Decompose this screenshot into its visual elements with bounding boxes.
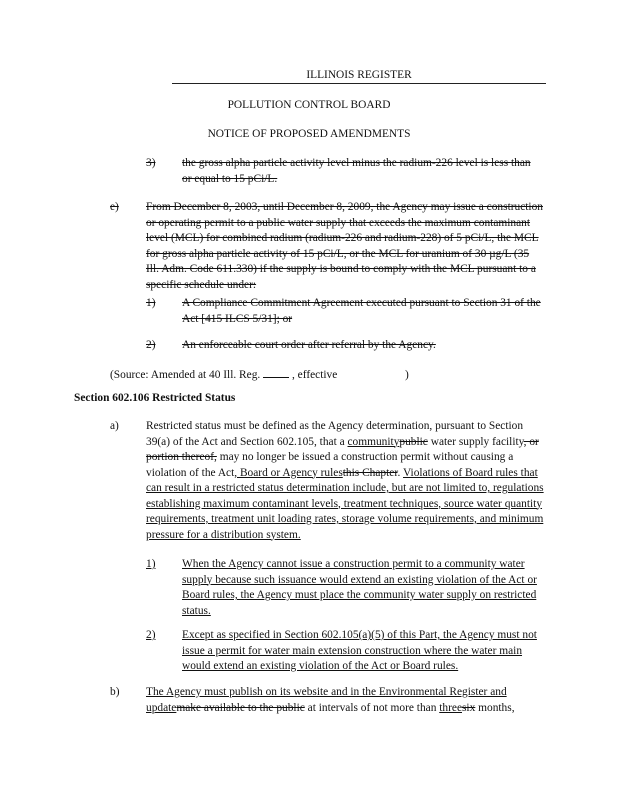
item-a-text-2: water supply facility	[427, 435, 524, 448]
item-a1-marker: 1)	[146, 558, 156, 570]
item-e-marker: e)	[110, 201, 119, 213]
item-a2-text: Except as specified in Section 602.105(a)(5) of this Part, the Agency must not issue a permit for water main extension construction where the water main would extend an existing violation of the Act or Board rules.	[182, 629, 537, 672]
source-effective: , effective	[291, 369, 338, 381]
item-b-text-1: at intervals of not more than	[304, 701, 440, 714]
item-3-text: the gross alpha particle activity level minus the radium-226 level is less than or equal to 15 pCi/L.	[182, 157, 531, 185]
item-3-marker: 3)	[146, 157, 156, 169]
item-a2-marker: 2)	[146, 629, 156, 641]
section-heading: Section 602.106 Restricted Status	[74, 392, 236, 404]
register-title: ILLINOIS REGISTER	[306, 69, 412, 81]
item-a1-text: When the Agency cannot issue a construction permit to a community water supply because such issuance would extend an existing violation of the Act or Board rules, the Agency must place the community water supply on restricted status.	[182, 558, 537, 617]
source-close: )	[405, 369, 409, 381]
item-e-2-text: An enforceable court order after referral by the Agency.	[182, 339, 436, 351]
item-a-delete-portion: , or portion thereof,	[146, 435, 539, 463]
item-b-insert-publish: The Agency must publish on its website and in the Environmental Register and update	[146, 686, 507, 714]
source-prefix: (Source: Amended at 40 Ill. Reg.	[110, 369, 261, 381]
item-a-delete-public: public	[399, 435, 428, 448]
item-a-delete-chapter: this Chapter	[342, 466, 398, 479]
item-b-delete-make-available: make available to the public	[176, 701, 305, 714]
item-e-2-marker: 2)	[146, 339, 156, 351]
board-title: POLLUTION CONTROL BOARD	[227, 99, 391, 111]
item-a-text-4: .	[397, 466, 401, 479]
item-e-1-marker: 1)	[146, 297, 156, 309]
item-b-insert-three: three	[439, 701, 462, 714]
item-b-delete-six: six	[462, 701, 476, 714]
item-a-insert-community: community	[347, 435, 400, 448]
item-b-text-2: months,	[475, 701, 515, 714]
item-b-marker: b)	[110, 686, 120, 698]
item-a-text-3: may no longer be issued a construction permit without causing a violation of the Act	[146, 451, 514, 479]
register-volume-blank	[263, 367, 289, 378]
item-a-marker: a)	[110, 420, 119, 432]
item-e-text: From December 8, 2003, until December 8, 2009, the Agency may issue a construction or operating permit to a public water supply that exceeds the maximum contaminant level (MCL) for combined radium (radium-226 and radium-228) of 5 pCi/L, the MCL for gross alpha particle activity of 15 pCi/L, or the MCL for uranium of 30 µg/L (35 Ill. Adm. Code 611.330) if the supply is bound to comply with the MCL pursuant to a specific schedule under:	[146, 201, 543, 291]
item-a-text	[146, 419, 546, 543]
item-a-text-1: Restricted status must be defined as the Agency determination, pursuant to Section 39(a) of the Act and Section 602.105, that a	[146, 420, 524, 448]
item-e-1-text: A Compliance Commitment Agreement executed pursuant to Section 31 of the Act [415 ILCS 5/31]; or	[182, 297, 541, 325]
item-a-insert-violations: Violations of Board rules that can result in a restricted status determination include, but are not limited to, regulations establishing maximum contaminant levels, treatment techniques, source water quantity requirements, treatment unit loading rates, storage volume requirements, and minimum pressure for a distribution system.	[146, 466, 544, 541]
notice-title: NOTICE OF PROPOSED AMENDMENTS	[207, 128, 411, 140]
source-line	[110, 367, 409, 384]
item-a-insert-board-rules: , Board or Agency rules	[234, 466, 343, 479]
item-b-text	[146, 685, 546, 716]
